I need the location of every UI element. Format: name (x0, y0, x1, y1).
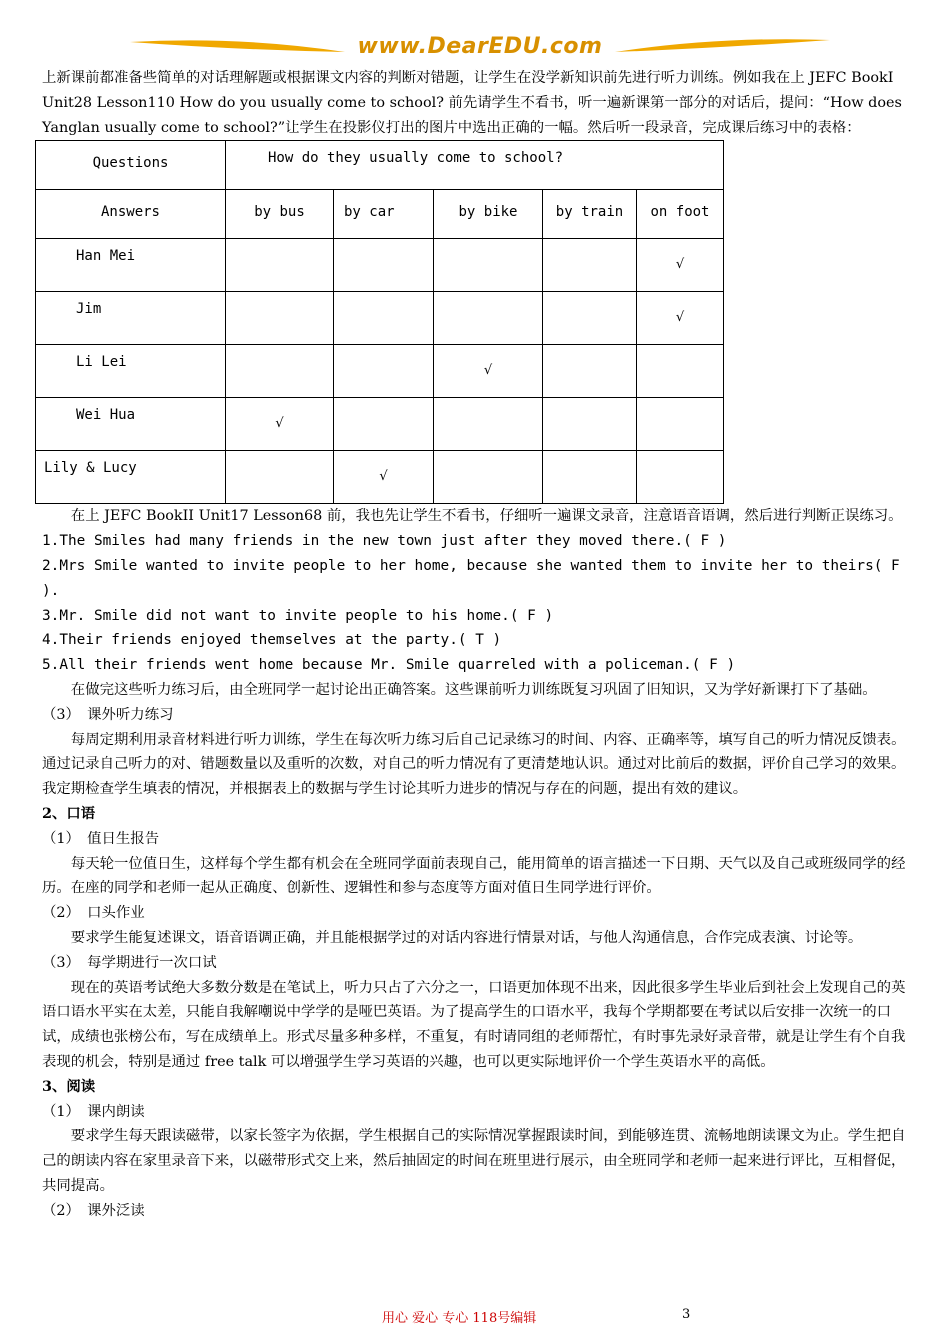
extra-listening-paragraph: 每周定期利用录音材料进行听力训练，学生在每次听力练习后自己记录练习的时间、内容、正确率等，填写自己的听力情况反馈表。通过记录自己听力的对、错题数量以及重听的次数，对自己的听力情况有了更清楚地认识。通过对比前后的数据，评价自己学习的效果。我定期检查学生填表的情况，并根据表上的数据与学生讨论其听力进步的情况与存在的问题，提出有效的建议。 (42, 731, 906, 798)
student-name: Li Lei (36, 345, 226, 398)
student-name: Jim (36, 292, 226, 345)
student-name: Lily & Lucy (36, 451, 226, 504)
table-row (36, 292, 724, 345)
option-by-car: by car (334, 190, 434, 239)
section-heading: 3、阅读 (42, 1077, 96, 1095)
questions-label: Questions (36, 141, 226, 190)
table-options-row (36, 190, 724, 239)
check-mark-icon: √ (637, 239, 724, 292)
tf-item: 5.All their friends went home because Mr. Smile quarreled with a policeman.( F ) (42, 657, 736, 674)
subheading: （2） 课外泛读 (42, 1202, 145, 1219)
header-banner (130, 32, 830, 66)
table-row (36, 398, 724, 451)
check-mark-icon: √ (226, 398, 334, 451)
option-by-bike: by bike (434, 190, 543, 239)
question-text: How do they usually come to school? (226, 141, 724, 190)
lesson68-intro: 在上 JEFC BookII Unit17 Lesson68 前，我也先让学生不看书，仔细听一遍课文录音，注意语音语调，然后进行判断正误练习。 (70, 508, 903, 525)
answer-table (35, 140, 724, 504)
student-name: Wei Hua (36, 398, 226, 451)
subheading: （1） 课内朗读 (42, 1103, 145, 1120)
table-row (36, 239, 724, 292)
intro-paragraph: 上新课前都准备些简单的对话理解题或根据课文内容的判断对错题，让学生在没学新知识前先进行听力训练。例如我在上 JEFC BookI Unit28 Lesson110 How do you usually come to school? 前先请学生不看书，听一遍新课第一部分的对话后，提问：“How does Yanglan usually come to school?”让学生在投影仪打出的图片中选出正确的一幅。然后听一段录音，完成课后练习中的表格： (42, 70, 902, 136)
table-row (36, 345, 724, 398)
check-mark-icon: √ (637, 292, 724, 345)
check-mark-icon: √ (334, 451, 434, 504)
option-by-train: by train (543, 190, 637, 239)
section-heading: 2、口语 (42, 804, 96, 822)
subheading: （3） 课外听力练习 (42, 706, 174, 723)
tf-item: 3.Mr. Smile did not want to invite people to his home.( F ) (42, 607, 554, 624)
table-header-row (36, 141, 724, 190)
document-body (42, 66, 908, 1224)
subheading: （2） 口头作业 (42, 905, 145, 922)
answers-label: Answers (36, 190, 226, 239)
tf-item: 1.The Smiles had many friends in the new town just after they moved there.( F ) (42, 533, 727, 550)
speaking-paragraph: 现在的英语考试绝大多数分数是在笔试上，听力只占了六分之一，口语更加体现不出来，因此很多学生毕业后到社会上发现自己的英语口语水平实在太差，只能自我解嘲说中学学的是哑巴英语。为了提高学生的口语水平，我每个学期都要在考试以后安排一次统一的口试，成绩也张榜公布，写在成绩单上。形式尽量多种多样，不重复，有时请同组的老师帮忙，有时事先录好录音带，就是让学生有个自我表现的机会，特别是通过 free talk 可以增强学生学习英语的兴趣，也可以更实际地评价一个学生英语水平的高低。 (42, 979, 906, 1070)
student-name: Han Mei (36, 239, 226, 292)
speaking-paragraph: 每天轮一位值日生，这样每个学生都有机会在全班同学面前表现自己，能用简单的语言描述一下日期、天气以及自己或班级同学的经历。在座的同学和老师一起从正确度、创新性、逻辑性和参与态度等方面对值日生同学进行评价。 (42, 855, 906, 897)
tf-item: 4.Their friends enjoyed themselves at the party.( T ) (42, 632, 502, 649)
footer-text: 用心 爱心 专心 118号编辑 (382, 1311, 537, 1326)
option-on-foot: on foot (637, 190, 724, 239)
table-row (36, 451, 724, 504)
site-logo[interactable]: www.DearEDU.com (357, 34, 603, 59)
subheading: （1） 值日生报告 (42, 830, 160, 847)
tf-item: 2.Mrs Smile wanted to invite people to her home, because she wanted them to invite her to theirs( F ). (42, 557, 900, 599)
subheading: （3） 每学期进行一次口试 (42, 954, 217, 971)
reading-paragraph: 要求学生每天跟读磁带，以家长签字为依据，学生根据自己的实际情况掌握跟读时间，到能够连贯、流畅地朗读课文为止。学生把自己的朗读内容在家里录音下来，以磁带形式交上来，然后抽固定的时间在班里进行展示，由全班同学和老师一起来进行评比，互相督促，共同提高。 (42, 1128, 906, 1194)
lesson68-summary: 在做完这些听力练习后，由全班同学一起讨论出正确答案。这些课前听力训练既复习巩固了旧知识，又为学好新课打下了基础。 (70, 681, 877, 698)
check-mark-icon: √ (434, 345, 543, 398)
option-by-bus: by bus (226, 190, 334, 239)
speaking-paragraph: 要求学生能复述课文，语音语调正确，并且能根据学过的对话内容进行情景对话，与他人沟通信息，合作完成表演、讨论等。 (70, 929, 863, 946)
page-number: 3 (682, 1307, 691, 1322)
